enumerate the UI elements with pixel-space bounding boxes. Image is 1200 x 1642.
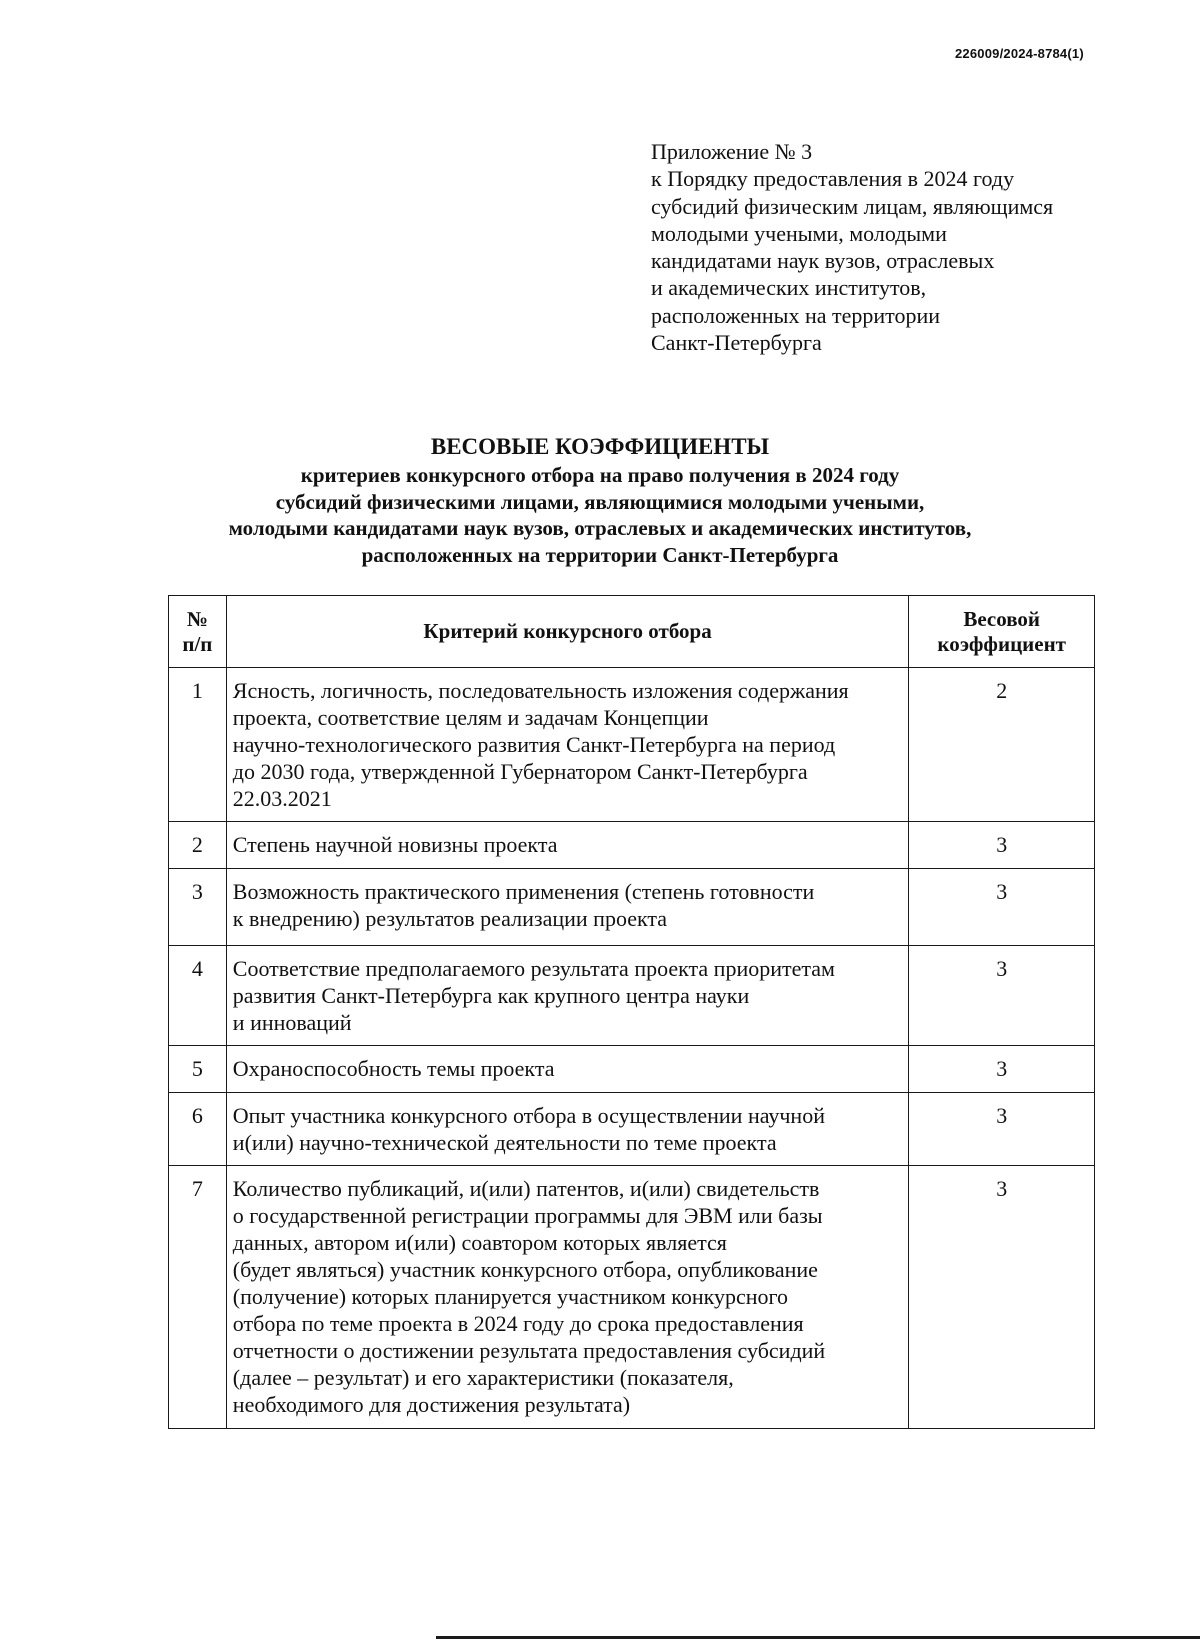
appendix-line: кандидатами наук вузов, отраслевых (651, 248, 995, 274)
header-weight (909, 596, 1095, 668)
header-number-line: п/п (182, 631, 213, 656)
criterion-line: 22.03.2021 (232, 786, 332, 811)
header-weight-line: Весовой (963, 606, 1041, 631)
table-row (169, 869, 1095, 946)
appendix-line: молодыми учеными, молодыми (651, 220, 947, 246)
criterion-line: и(или) научно-технической деятельности по теме проекта (232, 1130, 777, 1155)
criterion-line: (будет являться) участник конкурсного отбора, опубликование (232, 1257, 818, 1282)
criterion-line: к внедрению) результатов реализации проекта (232, 906, 668, 931)
row-weight: 3 (909, 1093, 1095, 1166)
criterion-line: Количество публикаций, и(или) патентов, и(или) свидетельств (232, 1176, 820, 1201)
criterion-line: отбора по теме проекта в 2024 году до срока предоставления (232, 1311, 804, 1336)
appendix-line: субсидий физическим лицам, являющимся (651, 193, 1054, 219)
row-number: 6 (169, 1093, 227, 1166)
header-number-line: № (186, 606, 208, 631)
subtitle-line: молодыми кандидатами наук вузов, отраслевых и академических институтов, (228, 516, 972, 540)
criteria-table (168, 595, 1095, 1429)
criterion-line: отчетности о достижении результата предоставления субсидий (232, 1338, 826, 1363)
row-weight: 3 (909, 822, 1095, 869)
criterion-line: научно-технологического развития Санкт-Петербурга на период (232, 732, 836, 757)
subtitle-line: субсидий физическими лицами, являющимися молодыми учеными, (275, 489, 925, 514)
row-criterion (226, 668, 909, 822)
criterion-line: (получение) которых планируется участником конкурсного (232, 1284, 789, 1309)
criterion-line: Соответствие предполагаемого результата проекта приоритетам (232, 956, 835, 981)
subtitle-line: расположенных на территории Санкт-Петербурга (361, 542, 839, 567)
criterion-line: Ясность, логичность, последовательность изложения содержания (232, 678, 849, 703)
row-criterion (226, 946, 909, 1046)
row-criterion (226, 822, 909, 869)
table-row (169, 946, 1095, 1046)
row-criterion (226, 1166, 909, 1429)
appendix-line: и академических институтов, (651, 275, 927, 301)
appendix-line: Приложение № 3 (651, 139, 813, 164)
table-row (169, 1046, 1095, 1093)
appendix-line: к Порядку предоставления в 2024 году (651, 166, 1015, 192)
row-weight: 3 (909, 1046, 1095, 1093)
row-number: 3 (169, 869, 227, 946)
criterion-line: развития Санкт-Петербурга как крупного центра науки (232, 983, 750, 1008)
header-weight-line: коэффициент (937, 631, 1066, 656)
row-criterion (226, 869, 909, 946)
criterion-line: Опыт участника конкурсного отбора в осуществлении научной (232, 1103, 825, 1128)
appendix-line: расположенных на территории (651, 302, 941, 328)
subtitle-line: критериев конкурсного отбора на право получения в 2024 году (300, 463, 900, 487)
table-row (169, 1166, 1095, 1429)
row-number: 5 (169, 1046, 227, 1093)
row-weight: 3 (909, 1166, 1095, 1429)
row-criterion (226, 1093, 909, 1166)
criterion-line: Охраноспособность темы проекта (232, 1056, 555, 1081)
criterion-line: и инноваций (232, 1010, 352, 1035)
document-heading (130, 432, 1070, 568)
appendix-line: Санкт-Петербурга (651, 330, 822, 356)
table-row (169, 668, 1095, 822)
document-title: ВЕСОВЫЕ КОЭФФИЦИЕНТЫ (430, 434, 770, 459)
row-weight: 3 (909, 869, 1095, 946)
row-number: 4 (169, 946, 227, 1046)
header-criterion: Критерий конкурсного отбора (226, 596, 909, 668)
row-weight: 3 (909, 946, 1095, 1046)
header-number (169, 596, 227, 668)
row-number: 7 (169, 1166, 227, 1429)
document-id: 226009/2024-8784(1) (955, 46, 1084, 61)
row-weight: 2 (909, 668, 1095, 822)
table-row (169, 822, 1095, 869)
row-criterion (226, 1046, 909, 1093)
scan-edge-line (436, 1636, 1200, 1639)
table-header-row (169, 596, 1095, 668)
criterion-line: данных, автором и(или) соавтором которых является (232, 1230, 727, 1255)
criterion-line: (далее – результат) и его характеристики (показателя, (232, 1365, 734, 1390)
criterion-line: проекта, соответствие целям и задачам Концепции (232, 705, 709, 730)
criterion-line: необходимого для достижения результата) (232, 1392, 631, 1417)
appendix-reference (651, 138, 1121, 356)
table-row (169, 1093, 1095, 1166)
criterion-line: Степень научной новизны проекта (232, 832, 558, 857)
row-number: 2 (169, 822, 227, 869)
criterion-line: до 2030 года, утвержденной Губернатором Санкт-Петербурга (232, 759, 808, 784)
criterion-line: Возможность практического применения (степень готовности (232, 879, 815, 904)
criterion-line: о государственной регистрации программы для ЭВМ или базы (232, 1203, 823, 1228)
row-number: 1 (169, 668, 227, 822)
